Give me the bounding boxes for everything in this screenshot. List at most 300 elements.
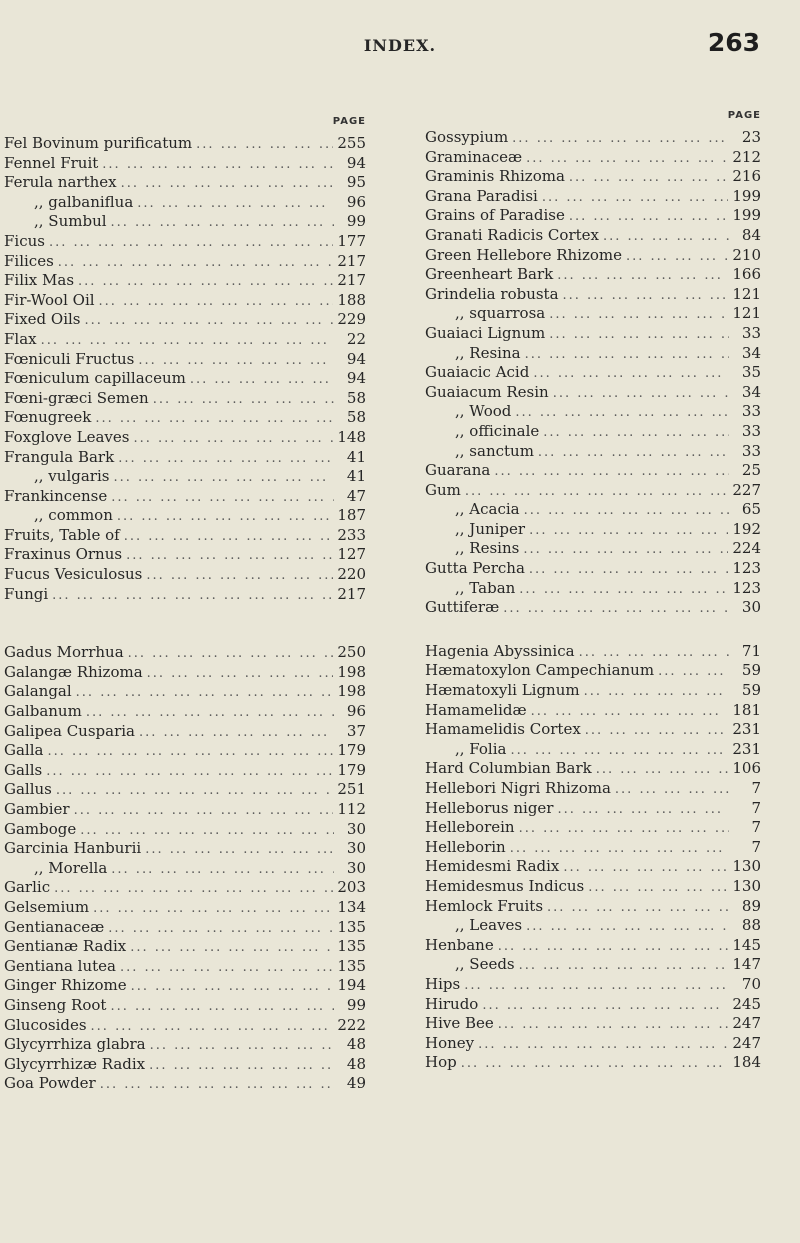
- entry-page-number: 123: [732, 559, 761, 578]
- entry-term: ,, squarrosa: [455, 304, 546, 323]
- entry-term: ,, Seeds: [455, 955, 515, 974]
- index-entry: [425, 206, 761, 226]
- entry-page-number: 135: [337, 937, 366, 956]
- entry-term: ,, Resins: [455, 539, 520, 558]
- index-entry: [425, 461, 761, 481]
- entry-page-number: 58: [346, 408, 366, 427]
- entry-page-number: 89: [741, 896, 761, 915]
- index-entry: [4, 545, 366, 565]
- entry-term: ,, galbaniflua: [34, 192, 134, 211]
- dot-leader: [117, 509, 333, 524]
- dot-leader: [494, 464, 729, 479]
- entry-term: ,, officinale: [455, 421, 540, 440]
- dot-leader: [553, 386, 729, 401]
- index-entry: [425, 598, 761, 618]
- index-entry: [4, 134, 366, 154]
- entry-page-number: 177: [337, 231, 366, 250]
- dot-leader: [111, 490, 334, 505]
- dot-leader: [588, 880, 728, 895]
- dot-leader: [461, 1056, 729, 1071]
- dot-leader: [465, 484, 728, 499]
- entry-term: ,, common: [34, 506, 113, 525]
- entry-term: Grindelia robusta: [425, 284, 559, 303]
- entry-page-number: 222: [337, 1015, 366, 1034]
- entry-term: Fruits, Table of: [4, 525, 120, 544]
- entry-page-number: 71: [741, 641, 761, 660]
- entry-page-number: 179: [337, 741, 366, 760]
- dot-leader: [91, 1019, 334, 1034]
- entry-page-number: 48: [346, 1054, 366, 1073]
- index-section: [425, 642, 761, 1073]
- index-entry: [4, 526, 366, 546]
- dot-leader: [110, 999, 334, 1014]
- dot-leader: [190, 372, 334, 387]
- dot-leader: [596, 762, 729, 777]
- entry-page-number: 94: [346, 153, 366, 172]
- entry-page-number: 41: [346, 467, 366, 486]
- entry-term: Galangal: [4, 682, 72, 701]
- entry-term: ,, Sumbul: [34, 212, 107, 231]
- index-entry: [4, 702, 366, 722]
- entry-term: Greenheart Bark: [425, 265, 554, 284]
- index-entry: [425, 857, 761, 877]
- dot-leader: [139, 725, 334, 740]
- index-entry: [425, 363, 761, 383]
- dot-leader: [150, 1038, 334, 1053]
- entry-term: Hemlock Fruits: [425, 896, 544, 915]
- dot-leader: [498, 939, 729, 954]
- index-entry: [425, 818, 761, 838]
- index-entry: [4, 193, 366, 213]
- entry-term: Hellebori Nigri Rhizoma: [425, 779, 611, 797]
- entry-page-number: 217: [337, 584, 366, 603]
- entry-page-number: 184: [732, 1053, 761, 1072]
- entry-term: ,, sanctum: [455, 441, 534, 460]
- dot-leader: [557, 802, 729, 817]
- entry-term: Gentiana lutea: [4, 956, 116, 975]
- entry-page-number: 41: [346, 447, 366, 466]
- entry-term: Hop: [425, 1053, 457, 1072]
- index-entry: [4, 428, 366, 448]
- entry-page-number: 94: [346, 369, 366, 388]
- entry-page-number: 145: [732, 935, 761, 954]
- index-entry: [425, 995, 761, 1015]
- entry-page-number: 33: [741, 421, 761, 440]
- dot-leader: [525, 347, 729, 362]
- index-entry: [4, 839, 366, 859]
- index-entry: [4, 310, 366, 330]
- dot-leader: [482, 998, 728, 1013]
- dot-leader: [80, 823, 334, 838]
- dot-leader: [128, 646, 334, 661]
- entry-term: Ginseng Root: [4, 995, 107, 1014]
- dot-leader: [464, 978, 729, 993]
- index-entry: [425, 285, 761, 305]
- entry-term: Fel Bovinum purificatum: [4, 134, 193, 152]
- index-entry: [425, 759, 761, 779]
- entry-term: Glucosides: [4, 1015, 87, 1034]
- dot-leader: [133, 431, 333, 446]
- entry-page-number: 59: [741, 661, 761, 680]
- index-entry: [425, 681, 761, 701]
- index-entry: [425, 897, 761, 917]
- dot-leader: [99, 294, 334, 309]
- entry-term: Granati Radicis Cortex: [425, 225, 599, 244]
- index-entry: [4, 232, 366, 252]
- entry-term: Guttiferæ: [425, 598, 500, 617]
- dot-leader: [515, 405, 729, 420]
- page-column-header: PAGE: [727, 110, 761, 121]
- entry-page-number: 37: [346, 721, 366, 740]
- index-entry: [4, 467, 366, 487]
- entry-term: Gossypium: [425, 128, 509, 146]
- index-entry: [425, 559, 761, 579]
- dot-leader: [603, 229, 729, 244]
- dot-leader: [153, 392, 334, 407]
- dot-leader: [131, 979, 334, 994]
- dot-leader: [111, 215, 334, 230]
- index-entry: [4, 1016, 366, 1036]
- dot-leader: [529, 523, 728, 538]
- dot-leader: [569, 209, 729, 224]
- entry-page-number: 130: [732, 857, 761, 876]
- entry-term: Goa Powder: [4, 1074, 96, 1093]
- dot-leader: [54, 881, 333, 896]
- entry-page-number: 30: [346, 839, 366, 858]
- entry-term: Gum: [425, 480, 461, 499]
- index-entry: [4, 820, 366, 840]
- entry-page-number: 188: [337, 290, 366, 309]
- entry-page-number: 199: [732, 206, 761, 225]
- entry-page-number: 255: [337, 134, 366, 152]
- index-entry: [425, 799, 761, 819]
- index-entry: [4, 878, 366, 898]
- entry-term: ,, Juniper: [455, 519, 526, 538]
- entry-page-number: 134: [337, 897, 366, 916]
- dot-leader: [569, 170, 728, 185]
- dot-leader: [557, 268, 728, 283]
- index-entry: [425, 1014, 761, 1034]
- entry-page-number: 233: [337, 525, 366, 544]
- entry-term: Galangæ Rhizoma: [4, 662, 143, 681]
- entry-page-number: 179: [337, 760, 366, 779]
- index-entry: [425, 539, 761, 559]
- entry-page-number: 33: [741, 323, 761, 342]
- entry-page-number: 135: [337, 917, 366, 936]
- entry-term: Glycyrrhiza glabra: [4, 1035, 146, 1054]
- dot-leader: [78, 274, 333, 289]
- dot-leader: [531, 704, 729, 719]
- index-entry: [4, 996, 366, 1016]
- entry-page-number: 148: [337, 427, 366, 446]
- index-entry: [4, 918, 366, 938]
- entry-page-number: 88: [741, 916, 761, 935]
- entry-page-number: 33: [741, 402, 761, 421]
- index-entry: [425, 383, 761, 403]
- index-entry: [4, 173, 366, 193]
- entry-page-number: 65: [741, 500, 761, 519]
- entry-page-number: 23: [741, 128, 761, 146]
- index-entry: [4, 330, 366, 350]
- dot-leader: [478, 1037, 728, 1052]
- entry-term: Fungi: [4, 584, 49, 603]
- entry-page-number: 25: [741, 461, 761, 480]
- entry-page-number: 58: [346, 388, 366, 407]
- index-entry: [4, 487, 366, 507]
- entry-page-number: 30: [741, 598, 761, 617]
- entry-term: Frankincense: [4, 486, 108, 505]
- entry-term: Gelsemium: [4, 897, 90, 916]
- dot-leader: [145, 842, 334, 857]
- index-entry: [4, 291, 366, 311]
- index-entry: [425, 661, 761, 681]
- entry-term: ,, Morella: [34, 858, 108, 877]
- index-entry: [4, 252, 366, 272]
- entry-term: Ferula narthex: [4, 173, 117, 192]
- dot-leader: [626, 249, 728, 264]
- entry-term: Gambier: [4, 800, 70, 818]
- index-entry: [425, 442, 761, 462]
- entry-term: Hæmatoxylon Campechianum: [425, 661, 655, 680]
- index-entry: [4, 389, 366, 409]
- entry-term: Flax: [4, 329, 37, 348]
- entry-page-number: 135: [337, 956, 366, 975]
- entry-term: Hamamelidis Cortex: [425, 720, 581, 739]
- entry-page-number: 34: [741, 343, 761, 362]
- index-entry: [425, 265, 761, 285]
- entry-term: Honey: [425, 1033, 475, 1052]
- entry-page-number: 7: [751, 837, 761, 856]
- index-entry: [4, 663, 366, 683]
- index-entry: [4, 780, 366, 800]
- entry-term: Gentianæ Radix: [4, 937, 127, 956]
- dot-leader: [524, 503, 729, 518]
- dot-leader: [137, 196, 334, 211]
- index-entry: [4, 350, 366, 370]
- entry-term: Hips: [425, 974, 461, 993]
- entry-page-number: 99: [346, 212, 366, 231]
- entry-term: Hard Columbian Bark: [425, 759, 592, 778]
- entry-page-number: 187: [337, 506, 366, 525]
- entry-term: Gadus Morrhua: [4, 643, 124, 662]
- index-entry: [4, 937, 366, 957]
- dot-leader: [49, 235, 333, 250]
- dot-leader: [95, 411, 334, 426]
- index-entry: [425, 955, 761, 975]
- entry-term: Graminaceæ: [425, 147, 523, 166]
- entry-term: Galipea Cusparia: [4, 721, 136, 740]
- entry-page-number: 231: [732, 720, 761, 739]
- entry-term: ,, Taban: [455, 578, 516, 597]
- entry-page-number: 95: [346, 173, 366, 192]
- entry-page-number: 59: [741, 681, 761, 700]
- index-entry: [425, 1034, 761, 1054]
- index-entry: [425, 838, 761, 858]
- index-entry: [425, 642, 761, 662]
- entry-term: Fennel Fruit: [4, 153, 99, 172]
- entry-term: Fœni-græci Semen: [4, 388, 149, 407]
- index-entry: [425, 579, 761, 599]
- dot-leader: [523, 542, 728, 557]
- dot-leader: [526, 151, 728, 166]
- entry-page-number: 251: [337, 780, 366, 799]
- index-entry: [425, 167, 761, 187]
- entry-page-number: 30: [346, 819, 366, 838]
- dot-leader: [563, 288, 729, 303]
- entry-page-number: 245: [732, 994, 761, 1013]
- index-section: [425, 128, 761, 618]
- entry-term: Hive Bee: [425, 1014, 494, 1033]
- index-entry: [4, 565, 366, 585]
- index-entry: [425, 740, 761, 760]
- dot-leader: [579, 645, 729, 660]
- entry-term: Henbane: [425, 935, 494, 954]
- entry-term: Hemidesmi Radix: [425, 857, 560, 876]
- entry-term: ,, Acacia: [455, 500, 520, 519]
- index-entry: [4, 154, 366, 174]
- dot-leader: [519, 958, 729, 973]
- entry-term: Foxglove Leaves: [4, 427, 130, 446]
- index-entry: [425, 936, 761, 956]
- index-entry: [4, 408, 366, 428]
- index-column-left: [4, 110, 366, 1094]
- dot-leader: [120, 960, 333, 975]
- entry-page-number: 212: [732, 147, 761, 166]
- entry-term: Frangula Bark: [4, 447, 115, 466]
- dot-leader: [547, 900, 729, 915]
- dot-leader: [658, 664, 729, 679]
- entry-page-number: 35: [741, 363, 761, 382]
- entry-page-number: 123: [732, 578, 761, 597]
- entry-page-number: 7: [751, 798, 761, 817]
- entry-page-number: 198: [337, 662, 366, 681]
- entry-term: Hamamelidæ: [425, 700, 527, 719]
- dot-leader: [510, 841, 729, 856]
- entry-page-number: 34: [741, 382, 761, 401]
- entry-page-number: 224: [732, 539, 761, 558]
- dot-leader: [74, 803, 334, 818]
- dot-leader: [543, 425, 729, 440]
- entry-page-number: 220: [337, 565, 366, 584]
- entry-page-number: 203: [337, 878, 366, 897]
- entry-page-number: 247: [732, 1014, 761, 1033]
- entry-term: Garcinia Hanburii: [4, 839, 142, 858]
- entry-term: ,, vulgaris: [34, 467, 110, 486]
- entry-term: Fœniculi Fructus: [4, 349, 135, 368]
- entry-page-number: 229: [337, 310, 366, 329]
- index-entry: [425, 422, 761, 442]
- dot-leader: [196, 137, 333, 152]
- entry-page-number: 216: [732, 167, 761, 186]
- dot-leader: [113, 470, 334, 485]
- entry-page-number: 127: [337, 545, 366, 564]
- dot-leader: [138, 353, 334, 368]
- dot-leader: [93, 901, 333, 916]
- entry-page-number: 47: [346, 486, 366, 505]
- index-entry: [425, 187, 761, 207]
- index-entry: [4, 722, 366, 742]
- entry-page-number: 33: [741, 441, 761, 460]
- dot-leader: [58, 255, 334, 270]
- entry-term: Gallus: [4, 780, 52, 799]
- dot-leader: [124, 529, 334, 544]
- index-entry: [4, 761, 366, 781]
- entry-term: ,, Resina: [455, 343, 521, 362]
- index-entry: [4, 1035, 366, 1055]
- index-entry: [4, 898, 366, 918]
- dot-leader: [85, 313, 334, 328]
- entry-page-number: 166: [732, 265, 761, 284]
- index-entry: [425, 226, 761, 246]
- entry-page-number: 198: [337, 682, 366, 701]
- entry-term: Guaiaci Lignum: [425, 323, 546, 342]
- index-entry: [425, 148, 761, 168]
- entry-page-number: 96: [346, 702, 366, 721]
- page-number: 263: [707, 28, 760, 57]
- entry-term: Green Hellebore Rhizome: [425, 245, 622, 264]
- dot-leader: [512, 131, 729, 146]
- entry-page-number: 217: [337, 251, 366, 270]
- section-gap: [425, 618, 761, 642]
- entry-term: Grains of Paradise: [425, 206, 565, 225]
- entry-page-number: 99: [346, 995, 366, 1014]
- index-entry: [4, 585, 366, 605]
- entry-term: Gamboge: [4, 819, 77, 838]
- index-entry: [425, 877, 761, 897]
- entry-page-number: 22: [346, 329, 366, 348]
- entry-term: Filix Mas: [4, 271, 75, 290]
- dot-leader: [86, 705, 334, 720]
- entry-term: Fir-Wool Oil: [4, 290, 95, 309]
- entry-term: Galbanum: [4, 702, 82, 721]
- index-entry: [425, 246, 761, 266]
- entry-term: Filices: [4, 251, 54, 270]
- entry-page-number: 106: [732, 759, 761, 778]
- dot-leader: [149, 1058, 334, 1073]
- entry-term: Fœniculum capillaceum: [4, 369, 186, 388]
- entry-term: Guaiacic Acid: [425, 363, 530, 382]
- index-entry: [425, 344, 761, 364]
- index-entry: [425, 720, 761, 740]
- index-entry: [4, 1055, 366, 1075]
- dot-leader: [118, 451, 334, 466]
- entry-term: Guarana: [425, 461, 491, 480]
- dot-leader: [549, 327, 729, 342]
- entry-term: Fraxinus Ornus: [4, 545, 123, 564]
- index-entry: [425, 520, 761, 540]
- dot-leader: [498, 1017, 729, 1032]
- index-entry: [425, 1053, 761, 1073]
- entry-page-number: 112: [337, 800, 366, 818]
- index-entry: [4, 212, 366, 232]
- entry-term: Fucus Vesiculosus: [4, 565, 143, 584]
- dot-leader: [130, 940, 333, 955]
- dot-leader: [76, 685, 334, 700]
- entry-term: Graminis Rhizoma: [425, 167, 565, 186]
- dot-leader: [41, 333, 334, 348]
- index-entry: [4, 957, 366, 977]
- running-title: INDEX.: [363, 36, 437, 55]
- entry-term: ,, Leaves: [455, 916, 523, 935]
- index-entry: [4, 1074, 366, 1094]
- entry-page-number: 94: [346, 349, 366, 368]
- entry-page-number: 181: [732, 700, 761, 719]
- entry-term: Ficus: [4, 231, 45, 250]
- entry-page-number: 84: [741, 225, 761, 244]
- dot-leader: [519, 821, 729, 836]
- section-gap: [4, 604, 366, 643]
- entry-term: Ginger Rhizome: [4, 976, 127, 995]
